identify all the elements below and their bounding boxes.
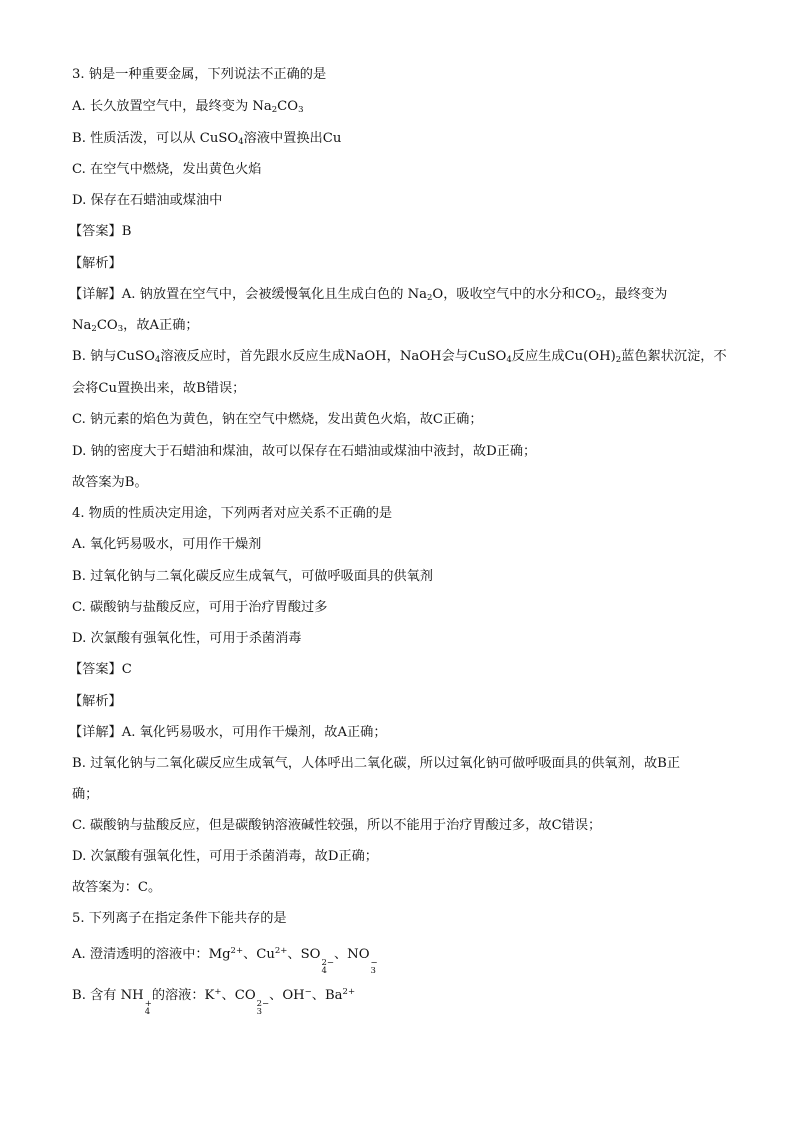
q4-option-d: D. 次氯酸有强氧化性，可用于杀菌消毒 [72,631,302,646]
q3-option-a: A. 长久放置空气中，最终变为 $Na_2CO_3$ [72,99,304,115]
q3-stem: 3. 钠是一种重要金属，下列说法不正确的是 [72,67,327,82]
q3-option-d: D. 保存在石蜡油或煤油中 [72,193,223,208]
q5-option-a: A. 澄清透明的溶液中：$Mg^{2+}$、$Cu^{2+}$、SO 2− 4 、NO − 3 [72,946,378,976]
q4-detail-b-line1: B. 过氧化钠与二氧化碳反应生成氧气，人体呼出二氧化碳，所以过氧化钠可做呼吸面具的供氧剂，故B正 [72,756,681,771]
q4-detail-c: C. 碳酸钠与盐酸反应，但是碳酸钠溶液碱性较强，所以不能用于治疗胃酸过多，故C错误； [72,818,602,833]
detail-label: 【详解】 [69,725,122,740]
q4-detail-d: D. 次氯酸有强氧化性，可用于杀菌消毒，故D正确； [72,849,378,864]
q3-detail-c: C. 钠元素的焰色为黄色，钠在空气中燃烧，发出黄色火焰，故C正确； [72,412,483,427]
q4-analysis-label: 【解析】 [69,694,122,709]
q3-answer [69,223,728,241]
q3-detail-b-line2: 会将Cu置换出来，故B错误； [72,381,246,396]
q3-conclusion: 故答案为B。 [72,475,148,490]
q3-detail-a-line1: 【详解】A. 钠放置在空气中，会被缓慢氧化且生成白色的 $Na_2O$，吸收空气中的水分和$CO_2$，最终变为 [69,287,668,303]
q4-option-a: A. 氧化钙易吸水，可用作干燥剂 [72,537,262,552]
q3-analysis-label: 【解析】 [69,256,122,271]
q4-detail-b-line2: 确； [72,787,99,802]
q4-conclusion: 故答案为：C。 [72,880,162,895]
q3-detail-d: D. 钠的密度大于石蜡油和煤油，故可以保存在石蜡油或煤油中液封，故D正确； [72,444,537,459]
q5-stem: 5. 下列离子在指定条件下能共存的是 [72,911,287,926]
answer-label: 【答案】 [69,224,122,239]
answer-label: 【答案】 [69,662,122,677]
q3-detail-a-line2: $Na_2CO_3$，故A正确； [72,318,199,334]
q4-option-b: B. 过氧化钠与二氧化碳反应生成氧气，可做呼吸面具的供氧剂 [72,569,433,584]
detail-label: 【详解】 [69,287,122,302]
q4-stem: 4. 物质的性质决定用途，下列两者对应关系不正确的是 [72,506,393,521]
q3-detail-b-line1: B. 钠与CuSO$_4$溶液反应时，首先跟水反应生成NaOH，NaOH会与CuSO$_4$反应生成$Cu(OH)_2$蓝色絮状沉淀，不 [72,349,727,365]
q4-option-c: C. 碳酸钠与盐酸反应，可用于治疗胃酸过多 [72,600,328,615]
q4-detail-a: 【详解】A. 氧化钙易吸水，可用作干燥剂，故A正确； [69,725,387,740]
q4-answer [69,661,728,679]
q3-option-c: C. 在空气中燃烧，发出黄色火焰 [72,162,262,177]
q3-option-b: B. 性质活泼，可以从 CuSO$_4$溶液中置换出Cu [72,131,342,147]
answer-value: C [121,662,132,677]
q5-option-b: B. 含有 NH + 4 的溶液：K+、CO 2− 3 、OH−、$Ba^{2+}$ [72,987,356,1017]
answer-value: B [121,224,132,239]
